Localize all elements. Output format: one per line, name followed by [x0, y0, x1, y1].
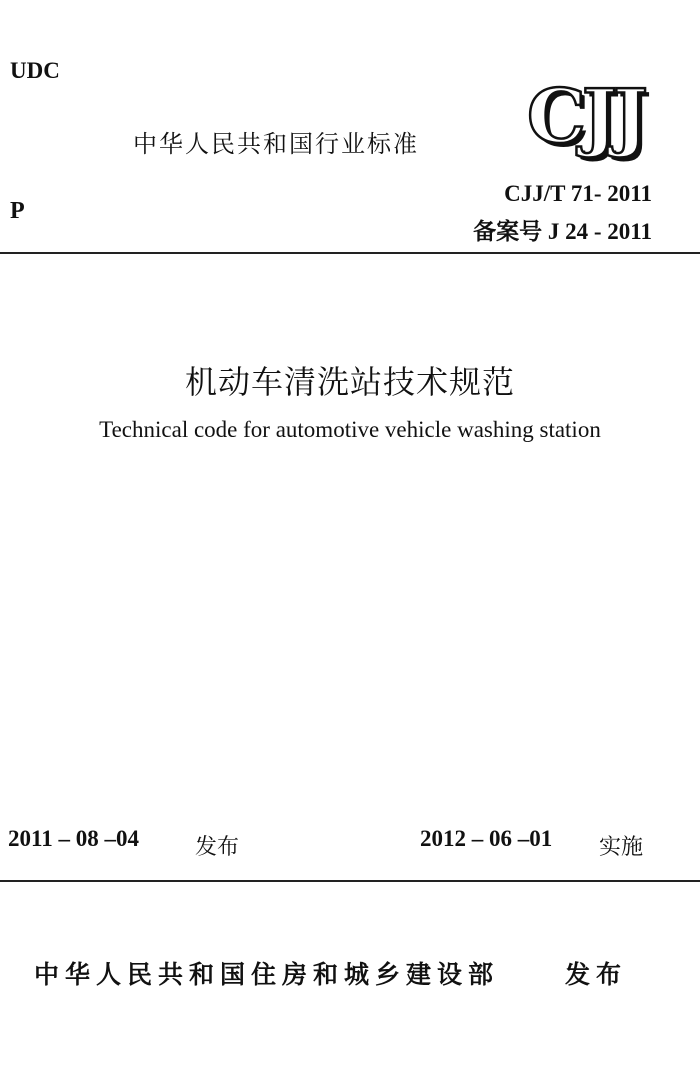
publish-label: 发布	[565, 960, 628, 989]
issue-date: 2011 – 08 –04	[8, 826, 139, 851]
document-title-chinese: 机动车清洗站技术规范	[184, 363, 515, 401]
publisher-name: 中华人民共和国住房和城乡建设部	[34, 960, 500, 989]
implementation-date: 2012 – 06 –01	[420, 826, 553, 851]
cjj-logo: CJJ	[527, 74, 644, 160]
issue-label: 发布	[195, 835, 240, 860]
classification-letter: P	[10, 198, 25, 224]
standard-number: CJJ/T 71- 2011	[504, 181, 652, 206]
document-title-english: Technical code for automotive vehicle washing station	[99, 417, 601, 442]
top-divider	[0, 252, 700, 254]
standard-category: 中华人民共和国行业标准	[133, 130, 419, 158]
record-number: 备案号 J 24 - 2011	[473, 219, 652, 244]
bottom-divider	[0, 880, 700, 882]
udc-label: UDC	[10, 58, 60, 83]
implementation-label: 实施	[599, 835, 644, 860]
